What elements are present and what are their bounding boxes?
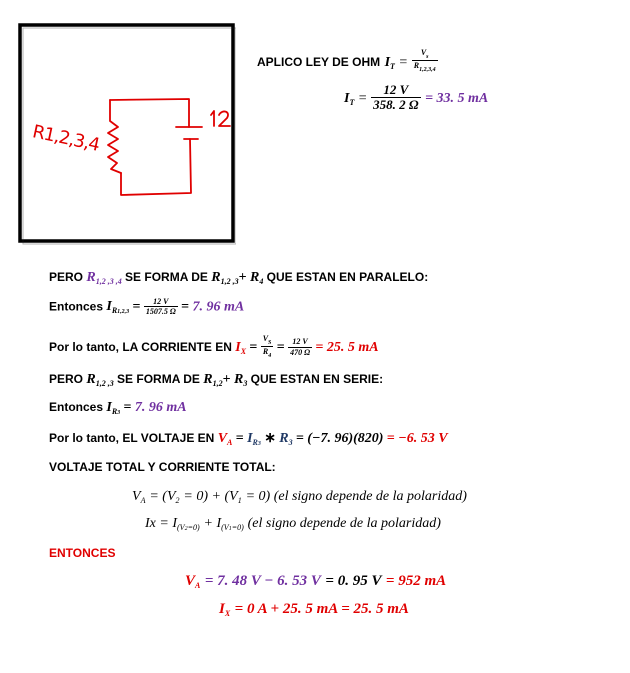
final-va: $V_A = 7$. 48 V − 6. 53 V = 0. 95 V = 952 mA	[185, 573, 447, 590]
ix-result: = 25. 5 mA	[315, 339, 379, 355]
ohm-fraction: $\frac{V_s}{R_{1,2,3,4}}$	[413, 48, 436, 74]
it-symbol: $I_T$	[384, 54, 395, 71]
conclusion-label: ENTONCES	[49, 546, 116, 560]
it-fraction: $\frac{12 V}{358. 2 \Omega}$	[373, 82, 419, 112]
ir3-result: 7. 96 mA	[134, 400, 187, 415]
ix-final-result: = 0 A + 25. 5 mA = 25. 5 mA	[234, 601, 409, 617]
it-result: = 33. 5 mA	[425, 91, 489, 107]
ohm-law-header	[257, 49, 438, 74]
formula-va: $V_A = (V_2 = 0) + (V_1 = 0)$ (el signo depende de la polaridad)	[132, 489, 467, 505]
ir123-result: 7. 96 mA	[192, 299, 245, 315]
line-current-ix: Por lo tanto, LA CORRIENTE EN $I_X$ = $\frac{V_S}{R_4}$ = $\frac{12 V}{470 \Omega}$ = 25. 5 mA	[49, 334, 379, 360]
final-ix: $I_X = 0$ A + 25. 5 mA = 25. 5 mA	[219, 601, 409, 618]
formula-ix: $Ix = I_{(V2=0)} + I_{(V1=0)}$ (el signo depende de la polaridad)	[145, 516, 441, 532]
line-parallel: PERO $R_{1,2 ,3 ,4}$ SE FORMA DE $R_{1,2 ,3}+ R_4$ QUE ESTAN EN PARALELO:	[49, 270, 429, 286]
equals-sign: =	[399, 54, 408, 70]
va-final-result: = 952 mA	[385, 573, 447, 589]
resistor-sketch-label: R1,2,3,4	[30, 121, 101, 156]
it-calculation: $I_T$ = $\frac{12 V}{358. 2 \Omega}$ = 33. 5 mA	[344, 82, 489, 112]
line-series: PERO $R_{1,2 ,3}$ SE FORMA DE $R_{1,2}+ R_3$ QUE ESTAN EN SERIE:	[49, 372, 384, 388]
line-voltage-va: Por lo tanto, EL VOLTAJE EN $V_A = I_{R3}$ ∗ $R_3 = (-7$. 96)(820) = −6. 53 V	[49, 431, 448, 447]
line-current-r123: Entonces $I_{R1,2,3}$ = $\frac{12 V}{1507.5 \Omega}$ = 7. 96 mA	[49, 297, 245, 317]
line-totals-heading: VOLTAJE TOTAL Y CORRIENTE TOTAL:	[49, 460, 276, 474]
circuit-sketch	[18, 23, 236, 245]
line-current-r3: Entonces $I_{R3} = 7$. 96 mA	[49, 400, 187, 416]
it-lhs: $I_T$	[344, 91, 355, 108]
ohm-law-title: APLICO LEY DE OHM	[257, 54, 381, 69]
va-partial-result: = −6. 53 V	[386, 431, 448, 446]
